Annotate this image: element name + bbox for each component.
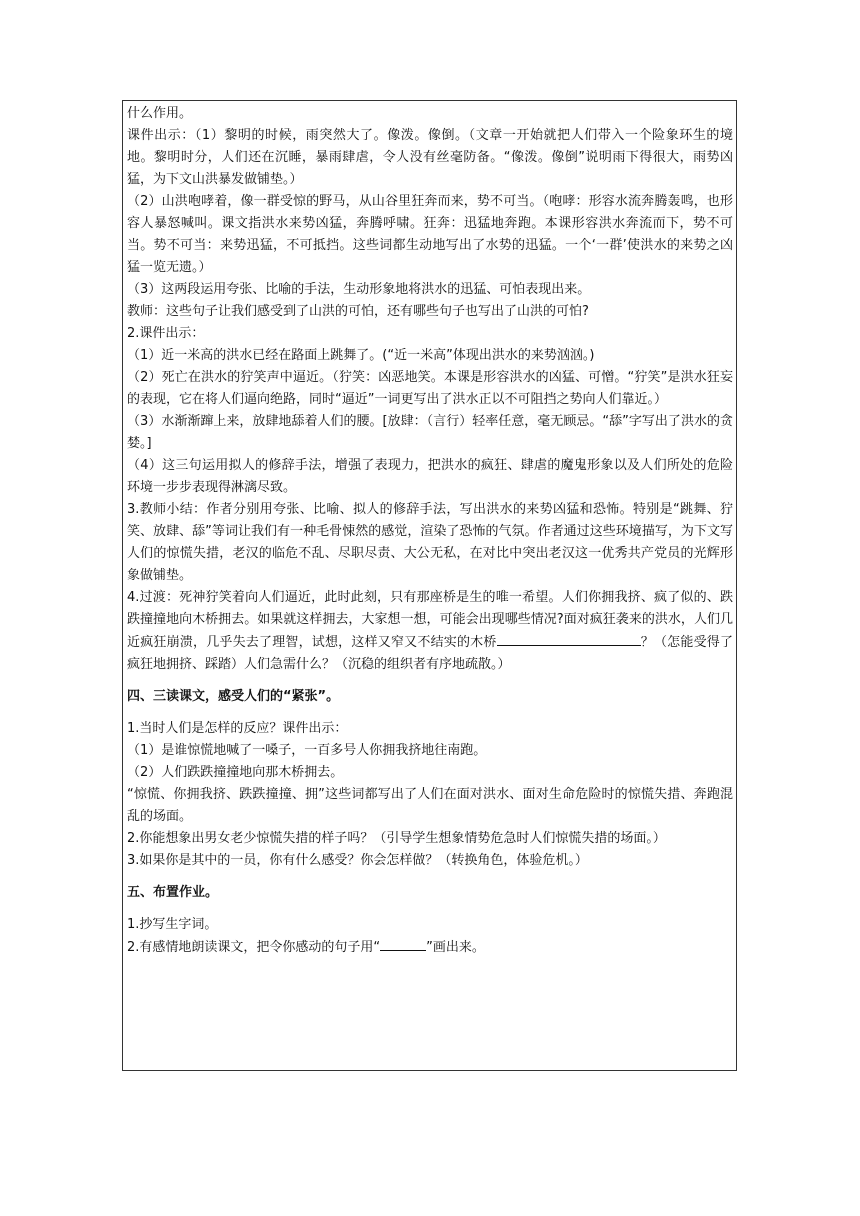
paragraph: （4）这三句运用拟人的修辞手法，增强了表现力，把洪水的疯狂、肆虐的魔鬼形象以及人们所处的危险环境一步步表现得淋漓尽致。 xyxy=(127,458,733,495)
paragraph: （2）人们跌跌撞撞地向那木桥拥去。 xyxy=(127,765,344,780)
paragraph: 3.如果你是其中的一员，你有什么感受？你会怎样做？（转换角色，体验危机。） xyxy=(127,853,588,868)
paragraph: 1.抄写生字词。 xyxy=(127,917,218,932)
paragraph: （1）近一米高的洪水已经在路面上跳舞了。(“近一米高”体现出洪水的来势汹汹。) xyxy=(127,348,595,363)
text-segment: 2.有感情地朗读课文，把令你感动的句子用“ xyxy=(127,940,381,955)
paragraph-with-blank xyxy=(127,936,733,959)
paragraph: 教师：这些句子让我们感受到了山洪的可怕，还有哪些句子也写出了山洪的可怕? xyxy=(127,304,589,319)
fill-blank-line xyxy=(380,936,426,951)
paragraph-with-blank xyxy=(127,587,733,676)
fill-blank-line xyxy=(497,631,641,646)
text-segment: ？（怎能受得了疯狂地拥挤、踩踏）人们急需什么？（沉稳的组织者有序地疏散。） xyxy=(127,635,733,672)
paragraph: （1）是谁惊慌地喊了一嗓子，一百多号人你拥我挤地往南跑。 xyxy=(127,743,487,758)
paragraph: （3）这两段运用夸张、比喻的手法，生动形象地将洪水的迅猛、可怕表现出来。 xyxy=(127,282,591,297)
paragraph: 2.课件出示： xyxy=(127,326,205,341)
paragraph: 2.你能想象出男女老少惊慌失措的样子吗？（引导学生想象情势危急时人们惊慌失措的场面。） xyxy=(127,831,666,846)
section-heading-4: 四、三读课文，感受人们的“紧张”。 xyxy=(127,689,340,704)
lesson-content xyxy=(127,103,733,959)
text-segment: ”画出来。 xyxy=(426,940,485,955)
paragraph: 什么作用。 xyxy=(127,106,193,121)
text-segment: 4.过渡：死神狞笑着向人们逼近，此时此刻，只有那座桥是生的唯一希望。人们你拥我挤、疯了似的、跌跌撞撞地向木桥拥去。如果就这样拥去，大家想一想，可能会出现哪些情况?面对疯狂袭来的洪水，人们几近疯狂崩溃，几乎失去了理智，试想，这样又窄又不结实的木桥 xyxy=(127,590,733,650)
paragraph: “惊慌、你拥我挤、跌跌撞撞、拥”这些词都写出了人们在面对洪水、面对生命危险时的惊慌失措、奔跑混乱的场面。 xyxy=(127,787,733,824)
section-heading-5: 五、布置作业。 xyxy=(127,885,219,900)
paragraph: （3）水渐渐蹿上来，放肆地舔着人们的腰。[放肆：（言行）轻率任意，毫无顾忌。“舔”字写出了洪水的贪婪。] xyxy=(127,414,733,451)
paragraph: 1.当时人们是怎样的反应？课件出示： xyxy=(127,721,348,736)
paragraph: （2）山洪咆哮着，像一群受惊的野马，从山谷里狂奔而来，势不可当。（咆哮：形容水流奔腾轰鸣，也形容人暴怒喊叫。课文指洪水来势凶猛，奔腾呼啸。狂奔：迅猛地奔跑。本课形容洪水奔流而下，势不可当。势不可当：来势迅猛，不可抵挡。这些词都生动地写出了水势的迅猛。一个‘一群’使洪水的来势之凶猛一览无遗。） xyxy=(127,194,733,275)
paragraph: 3.教师小结：作者分别用夸张、比喻、拟人的修辞手法，写出洪水的来势凶猛和恐怖。特别是“跳舞、狞笑、放肆、舔”等词让我们有一种毛骨悚然的感觉，渲染了恐怖的气氛。作者通过这些环境描写，为下文写人们的惊慌失措，老汉的临危不乱、尽职尽责、大公无私，在对比中突出老汉这一优秀共产党员的光辉形象做铺垫。 xyxy=(127,502,733,583)
paragraph: （2）死亡在洪水的狞笑声中逼近。（狞笑：凶恶地笑。本课是形容洪水的凶猛、可憎。“狞笑”是洪水狂妄的表现，它在将人们逼向绝路，同时“逼近”一词更写出了洪水正以不可阻挡之势向人们靠近。） xyxy=(127,370,733,407)
paragraph: 课件出示：（1）黎明的时候，雨突然大了。像泼。像倒。（文章一开始就把人们带入一个险象环生的境地。黎明时分，人们还在沉睡，暴雨肆虐，令人没有丝毫防备。“像泼。像倒”说明雨下得很大，雨势凶猛，为下文山洪暴发做铺垫。） xyxy=(127,128,733,187)
